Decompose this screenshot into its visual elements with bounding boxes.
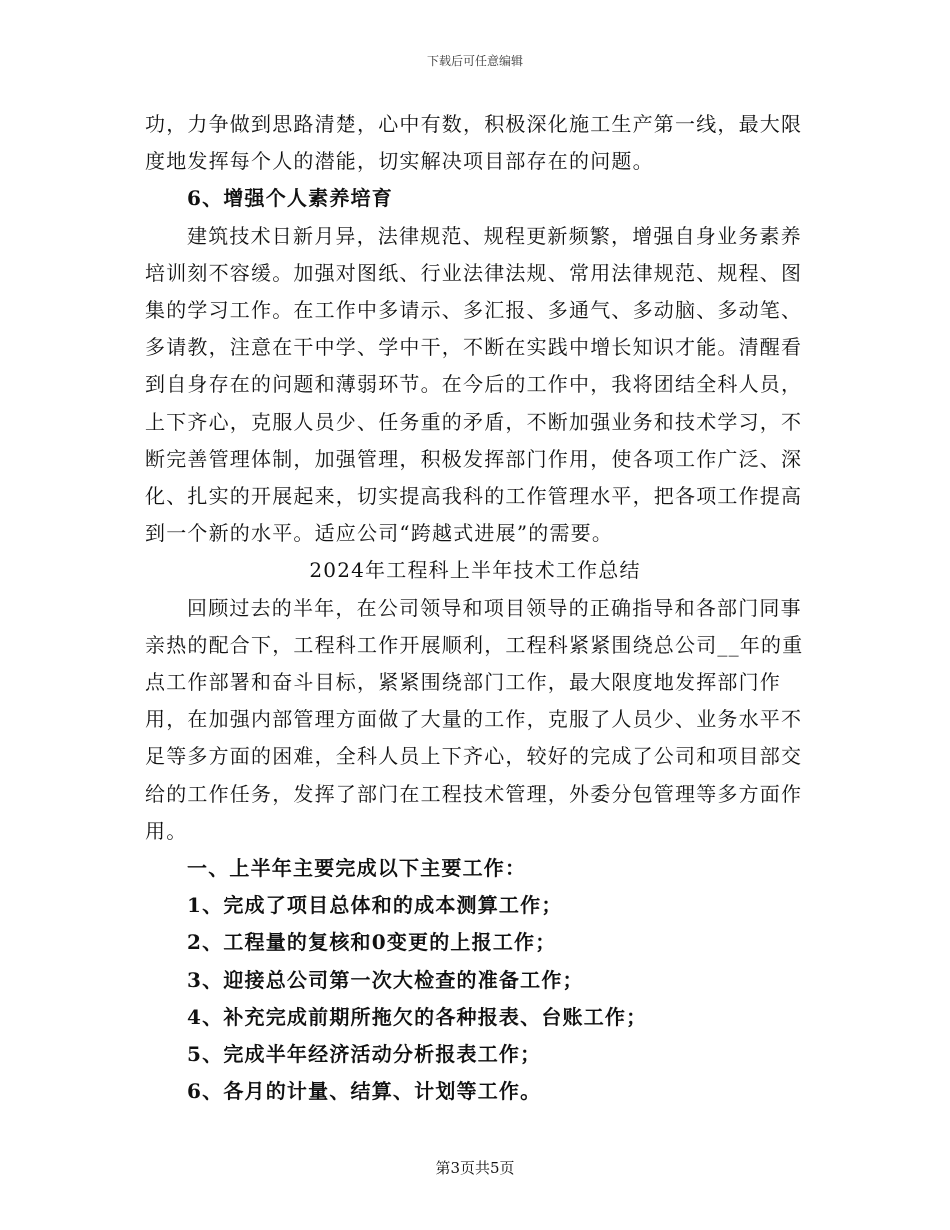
document-title: 2024年工程科上半年技术工作总结 — [309, 558, 641, 583]
part-1-heading: 一、上半年主要完成以下主要工作： — [187, 856, 527, 881]
page-footer: 第3页共5页 — [435, 1159, 515, 1177]
list-item: 1、完成了项目总体和的成本测算工作； — [187, 893, 563, 918]
intro-continuation-paragraph: 功，力争做到思路清楚，心中有数，积极深化施工生产第一线，最大限度地发挥每个人的潜能，切实解决项目部存在的问题。 — [145, 112, 803, 174]
page-header: 下载后可任意编辑 — [426, 54, 523, 68]
document-body — [145, 106, 805, 1110]
list-item: 5、完成半年经济活动分析报表工作； — [187, 1042, 542, 1067]
section-6-heading: 6、增强个人素养培育 — [187, 186, 393, 211]
list-item: 6、各月的计量、结算、计划等工作。 — [187, 1079, 542, 1104]
list-item: 4、补充完成前期所拖欠的各种报表、台账工作； — [187, 1004, 648, 1029]
list-item: 2、工程量的复核和0变更的上报工作； — [187, 930, 557, 955]
section-6-paragraph: 建筑技术日新月异，法律规范、规程更新频繁，增强自身业务素养培训刻不容缓。加强对图纸、行业法律法规、常用法律规范、规程、图集的学习工作。在工作中多请示、多汇报、多通气、多动脑、多动笔、多请教，注意在干中学、学中干，不断在实践中增长知识才能。清醒看到自身存在的问题和薄弱环节。在今后的工作中，我将团结全科人员，上下齐心，克服人员少、任务重的矛盾，不断加强业务和技术学习，不断完善管理体制，加强管理，积极发挥部门作用，使各项工作广泛、深化、扎实的开展起来，切实提高我科的工作管理水平，把各项工作提高到一个新的水平。适应公司“跨越式进展”的需要。 — [145, 223, 803, 546]
list-item: 3、迎接总公司第一次大检查的准备工作； — [187, 967, 584, 992]
review-paragraph: 回顾过去的半年，在公司领导和项目领导的正确指导和各部门同事亲热的配合下，工程科工作开展顺利，工程科紧紧围绕总公司__年的重点工作部署和奋斗目标，紧紧围绕部门工作，最大限度地发挥部门作用，在加强内部管理方面做了大量的工作，克服了人员少、业务水平不足等多方面的困难，全科人员上下齐心，较好的完成了公司和项目部交给的工作任务，发挥了部门在工程技术管理，外委分包管理等多方面作用。 — [145, 595, 804, 843]
